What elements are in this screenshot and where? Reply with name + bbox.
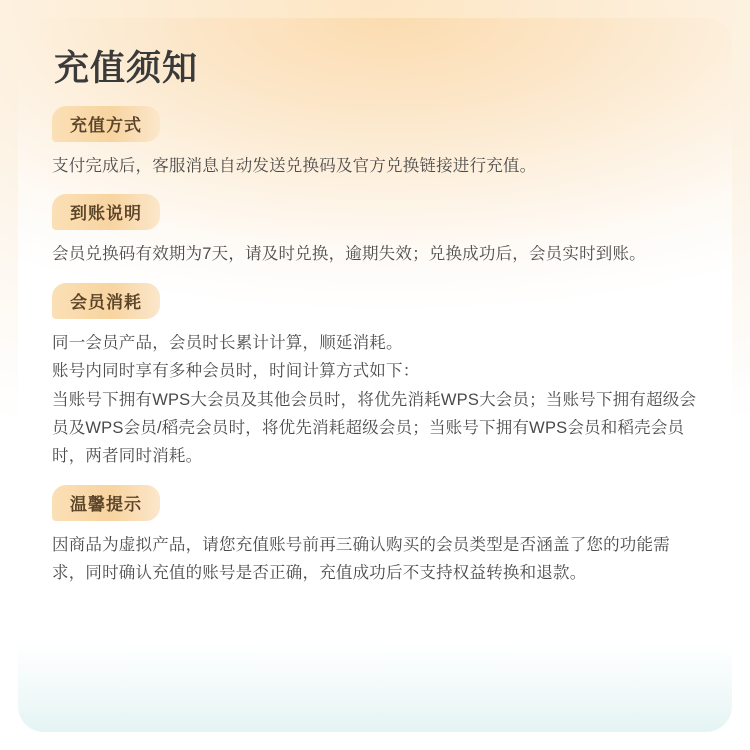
section-tag-warm-tips: 温馨提示	[52, 485, 160, 521]
section-tag-payment-method: 充值方式	[52, 106, 160, 142]
section-tag-membership-consumption: 会员消耗	[52, 283, 160, 319]
section-text-membership-consumption-1: 同一会员产品，会员时长累计计算，顺延消耗。	[52, 333, 403, 352]
section-text-arrival-info: 会员兑换码有效期为7天，请及时兑换，逾期失效；兑换成功后，会员实时到账。	[52, 245, 646, 264]
section-tag-arrival-info: 到账说明	[52, 194, 160, 230]
section-payment-method	[52, 106, 698, 180]
page-title: 充值须知	[54, 49, 199, 88]
section-warm-tips	[52, 485, 698, 588]
section-text-membership-consumption-3: 当账号下拥有WPS大会员及其他会员时，将优先消耗WPS大会员；当账号下拥有超级会员及WPS会员/稻壳会员时，将优先消耗超级会员；当账号下拥有WPS会员和稻壳会员时，两者同时消耗。	[52, 390, 697, 466]
section-text-warm-tips: 因商品为虚拟产品，请您充值账号前再三确认购买的会员类型是否涵盖了您的功能需求，同时确认充值的账号是否正确，充值成功后不支持权益转换和退款。	[52, 535, 670, 582]
section-text-payment-method: 支付完成后，客服消息自动发送兑换码及官方兑换链接进行充值。	[52, 157, 537, 175]
section-membership-consumption	[52, 283, 698, 471]
section-arrival-info	[52, 194, 698, 268]
section-text-membership-consumption-2: 账号内同时享有多种会员时，时间计算方式如下：	[52, 362, 420, 381]
notice-card	[18, 18, 732, 732]
